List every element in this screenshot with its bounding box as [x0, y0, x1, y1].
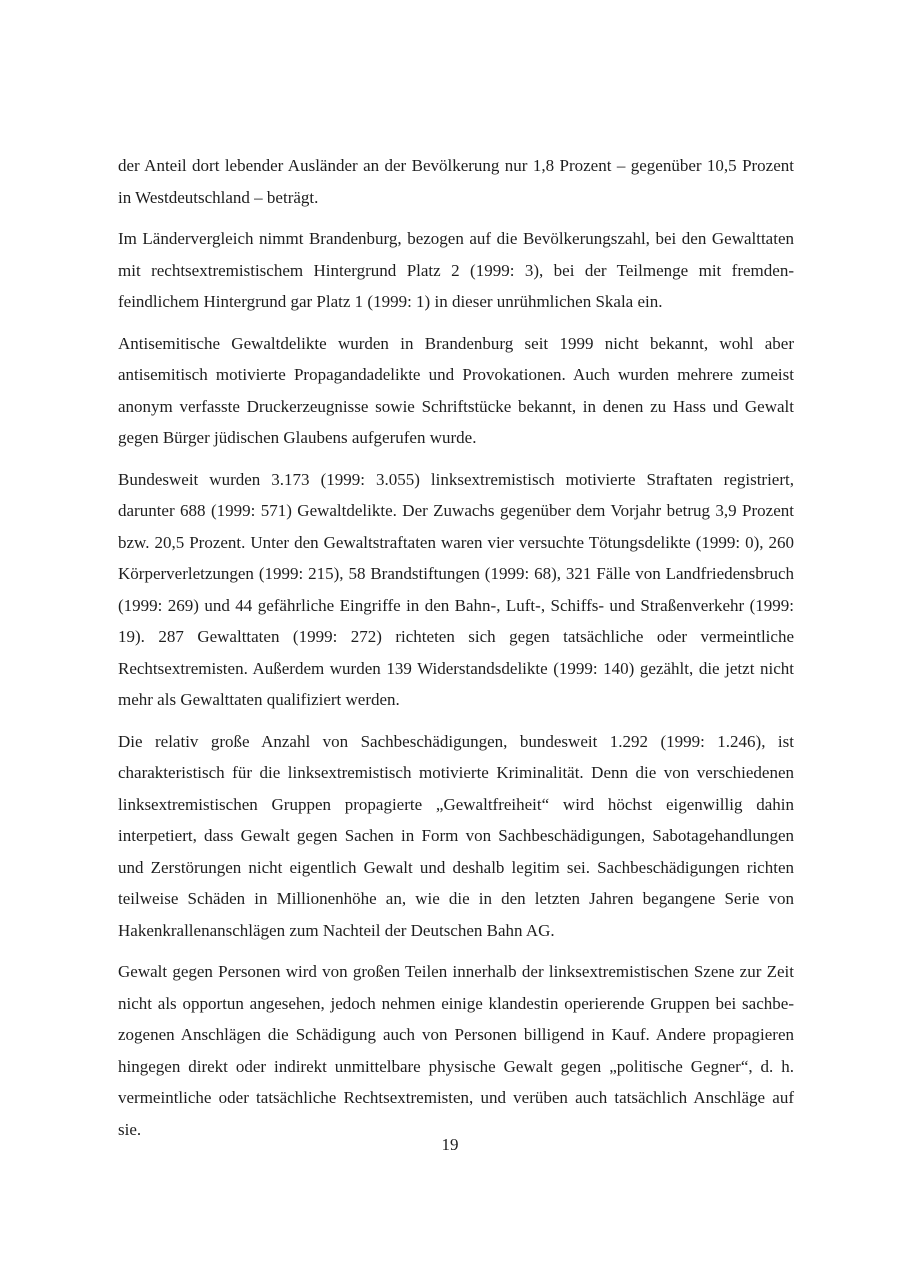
paragraph-5: Die relativ große Anzahl von Sachbeschädigungen, bundesweit 1.292 (1999: 1.246), ist charakteristisch für die linksextremistisch motivierte Kriminalität. Denn die von verschiedenen linksextremistischen Gruppen propagierte „Gewaltfreiheit“ wird höchst eigenwillig dahin interpetiert, dass Gewalt gegen Sachen in Form von Sachbeschädigungen, Sabotagehandlungen und Zerstörungen nicht eigentlich Gewalt und deshalb legitim sei. Sachbeschädigungen richten teilweise Schäden in Millionenhöhe an, wie die in den letzten Jahren begangene Serie von Hakenkrallenanschlägen zum Nachteil der Deutschen Bahn AG. [118, 731, 794, 940]
paragraph-1: der Anteil dort lebender Ausländer an der Bevölkerung nur 1,8 Prozent – gegenüber 10,5 Prozent in Westdeutschland – beträgt. [118, 156, 794, 207]
page-number: 19 [441, 1135, 459, 1154]
paragraph-6: Gewalt gegen Personen wird von großen Teilen innerhalb der linksextremistischen Szene zur Zeit nicht als opportun angesehen, jedoch nehmen einige klandestin operierende Gruppen bei sachbezogenen Anschlägen die Schädigung auch von Personen billigend in Kauf. Andere propagieren hingegen direkt oder indirekt unmittelbare physische Gewalt gegen „politische Gegner“, d. h. vermeintliche oder tatsächliche Rechtsextremisten, und verüben auch tatsächlich Anschläge auf sie. [118, 962, 794, 1139]
paragraph-4: Bundesweit wurden 3.173 (1999: 3.055) linksextremistisch motivierte Straftaten registriert, darunter 688 (1999: 571) Gewaltdelikte. Der Zuwachs gegenüber dem Vorjahr betrug 3,9 Prozent bzw. 20,5 Prozent. Unter den Gewaltstraftaten waren vier versuchte Tötungsdelikte (1999: 0), 260 Körperverletzungen (1999: 215), 58 Brandstiftungen (1999: 68), 321 Fälle von Landfriedensbruch (1999: 269) und 44 gefährliche Eingriffe in den Bahn-, Luft-, Schiffs- und Straßenverkehr (1999: 19). 287 Gewalttaten (1999: 272) richteten sich gegen tatsächliche oder vermeintliche Rechtsextremisten. Außerdem wurden 139 Widerstandsdelikte (1999: 140) gezählt, die jetzt nicht mehr als Gewalttaten qualifiziert werden. [118, 469, 794, 709]
paragraph-3: Antisemitische Gewaltdelikte wurden in Brandenburg seit 1999 nicht bekannt, wohl aber antisemitisch motivierte Propagandadelikte und Provokationen. Auch wurden mehrere zumeist anonym verfasste Druckerzeugnisse sowie Schriftstücke bekannt, in denen zu Hass und Gewalt gegen Bürger jüdischen Glaubens aufgerufen wurde. [118, 333, 794, 447]
body-text [118, 150, 794, 1155]
paragraph-2: Im Ländervergleich nimmt Brandenburg, bezogen auf die Bevölkerungszahl, bei den Gewalttaten mit rechtsextremistischem Hintergrund Platz 2 (1999: 3), bei der Teilmenge mit fremdenfeindlichem Hintergrund gar Platz 1 (1999: 1) in dieser unrühmlichen Skala ein. [118, 229, 794, 311]
